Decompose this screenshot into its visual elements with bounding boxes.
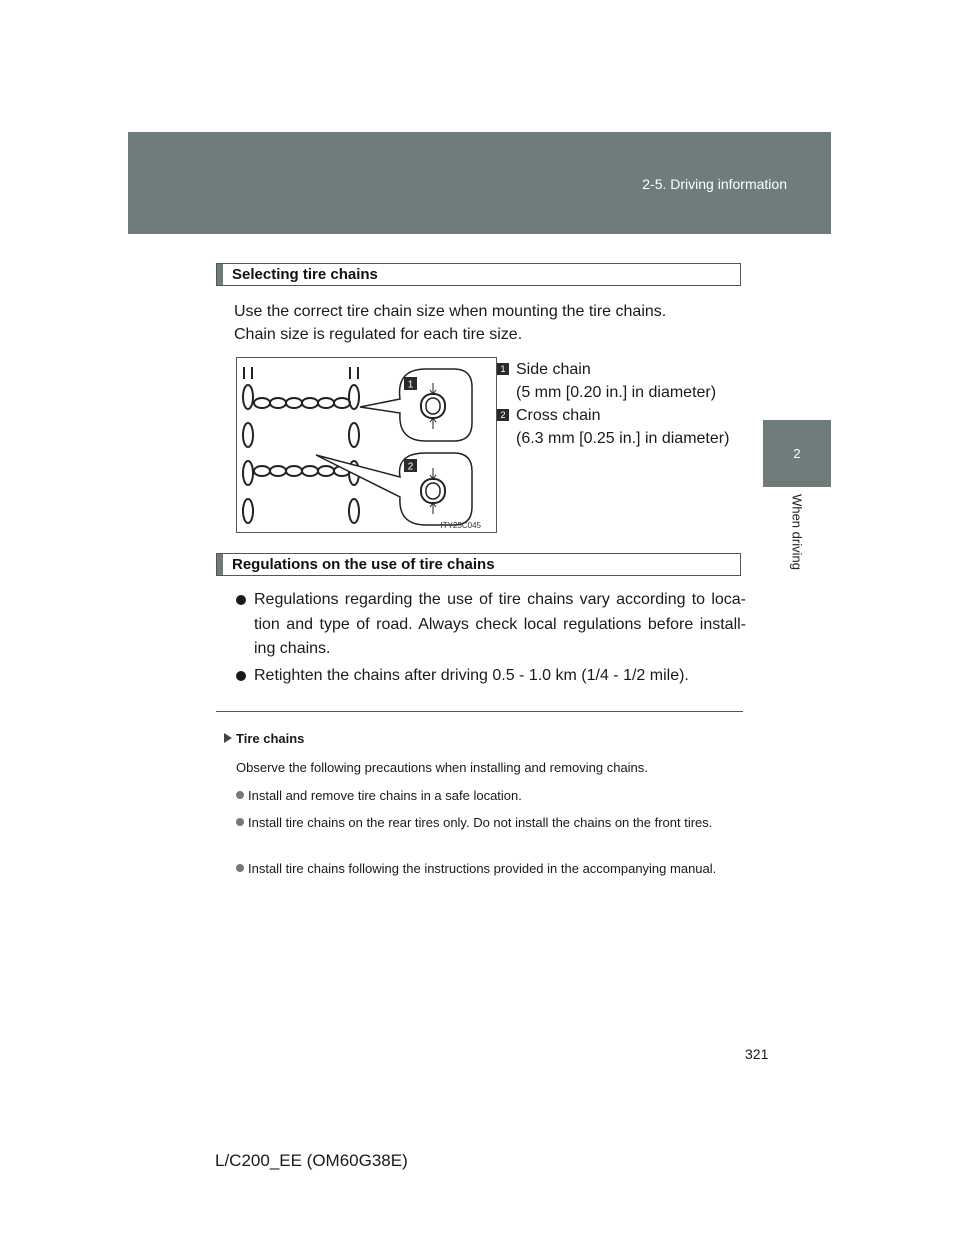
list-item <box>236 664 746 689</box>
divider <box>216 711 743 712</box>
list-item-text: Install tire chains on the rear tires only. Do not install the chains on the front tires. <box>248 815 713 830</box>
page-number: 321 <box>745 1046 769 1062</box>
triangle-bullet-icon <box>224 733 232 743</box>
bullet-icon <box>236 791 244 799</box>
section-heading-regulations <box>216 553 741 576</box>
list-item-text: Install tire chains following the instructions provided in the accompanying manual. <box>248 861 717 876</box>
bullet-icon <box>236 818 244 826</box>
bullet-icon <box>236 595 246 605</box>
body-line: Use the correct tire chain size when mounting the tire chains. <box>234 303 667 320</box>
legend-name: Side chain <box>516 361 591 378</box>
footer-document-code: L/C200_EE (OM60G38E) <box>215 1151 408 1170</box>
note-heading <box>224 731 304 746</box>
section-title: Selecting tire chains <box>232 266 378 283</box>
body-line: Chain size is regulated for each tire size. <box>234 326 523 343</box>
legend-spec: (5 mm [0.20 in.] in diameter) <box>516 384 717 401</box>
list-item <box>236 786 728 805</box>
tire-chain-illustration <box>236 357 497 533</box>
bullet-icon <box>236 671 246 681</box>
heading-accent-bar <box>217 264 223 285</box>
list-item <box>236 588 746 662</box>
section-heading-selecting <box>216 263 741 286</box>
section-title: Regulations on the use of tire chains <box>232 556 495 573</box>
legend-number: 2 <box>497 409 509 421</box>
list-item <box>236 859 728 878</box>
bullet-icon <box>236 864 244 872</box>
chain-diagram-svg <box>236 357 497 533</box>
chapter-number: 2 <box>793 446 801 461</box>
callout-number-2: 2 <box>407 461 414 473</box>
legend-name: Cross chain <box>516 407 601 424</box>
legend-spec: (6.3 mm [0.25 in.] in diameter) <box>516 430 730 447</box>
list-item-text: Regulations regarding the use of tire chains vary according to loca-tion and type of road. Always check local regulations before install-ing chains. <box>254 591 746 657</box>
figure-code: ITY25C045 <box>440 521 481 530</box>
chapter-label: When driving <box>789 494 805 570</box>
note-title-text: Tire chains <box>236 731 305 746</box>
list-item <box>236 813 728 832</box>
heading-accent-bar <box>217 554 223 575</box>
section-header-text: 2-5. Driving information <box>642 176 787 192</box>
legend-number: 1 <box>497 363 509 375</box>
chapter-tab <box>763 420 831 487</box>
callout-number-1: 1 <box>407 379 414 391</box>
list-item-text: Retighten the chains after driving 0.5 - 1.0 km (1/4 - 1/2 mile). <box>254 667 689 684</box>
header-band <box>128 132 831 234</box>
note-intro: Observe the following precautions when installing and removing chains. <box>236 760 648 775</box>
list-item-text: Install and remove tire chains in a safe location. <box>248 788 522 803</box>
